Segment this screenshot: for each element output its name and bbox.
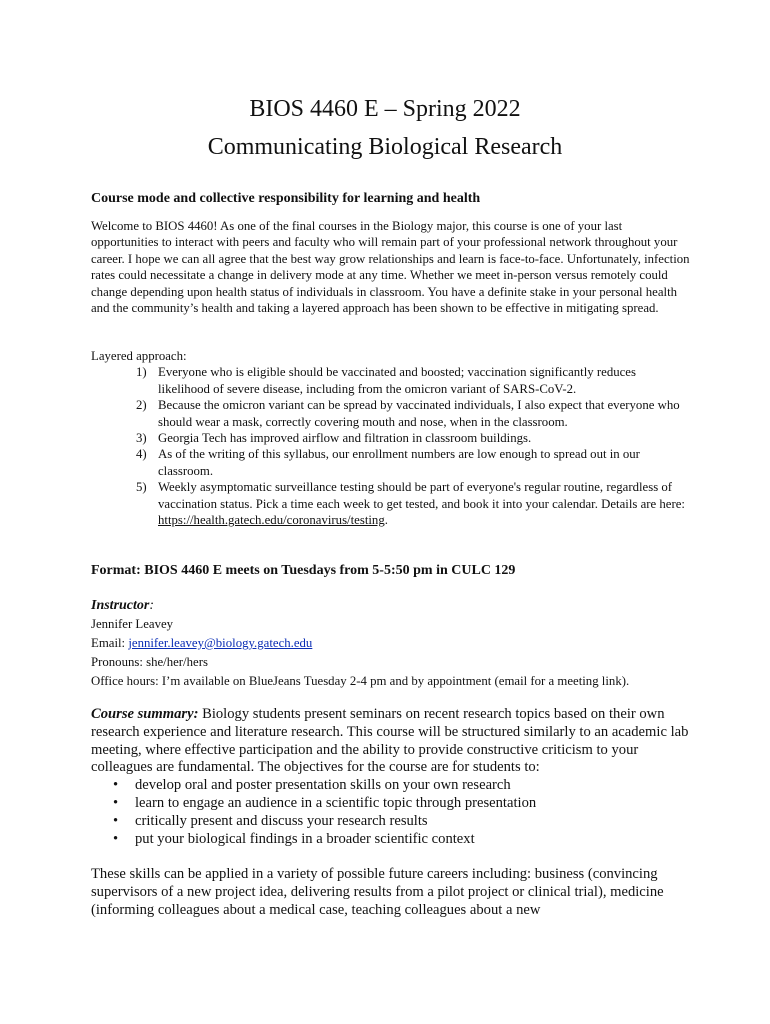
email-link[interactable]: jennifer.leavey@biology.gatech.edu bbox=[128, 636, 313, 650]
list-text: Georgia Tech has improved airflow and filtration in classroom buildings. bbox=[158, 431, 532, 446]
list-text: Everyone who is eligible should be vaccinated and boosted; vaccination significantly reduces likelihood of severe disease, including from the omicron variant of SARS-CoV-2. bbox=[158, 365, 636, 396]
list-number: 3) bbox=[136, 431, 147, 446]
format-label: Format bbox=[91, 563, 137, 578]
objectives-list bbox=[91, 777, 691, 848]
list-item bbox=[91, 446, 691, 479]
instructor-name: Jennifer Leavey bbox=[91, 617, 174, 631]
welcome-text: Welcome to BIOS 4460! As one of the final courses in the Biology major, this course is one of your last opportunities to interact with peers and faculty who will remain part of your professional network throughout your career. I hope we can all agree that the best way grow relationships and learn is face-to-face. Unfortunately, infection rates could necessitate a change in delivery mode at any time. Whether we meet in-person versus remotely could change depending upon health status of individuals in classroom. You have a definite stake in your personal health and the community’s health and taking a layered approach has been shown to be effective in mitigating spread. bbox=[91, 219, 690, 316]
bullet-icon: • bbox=[113, 794, 119, 811]
objective-text: critically present and discuss your research results bbox=[135, 812, 428, 829]
bullet-icon: • bbox=[113, 777, 119, 794]
instructor-label: Instructor bbox=[91, 598, 150, 613]
layered-label: Layered approach: bbox=[91, 349, 187, 363]
layered-approach bbox=[91, 348, 691, 528]
summary-paragraph bbox=[91, 706, 691, 777]
format-line bbox=[91, 562, 691, 580]
instructor-email-line bbox=[91, 634, 691, 653]
list-item bbox=[91, 364, 691, 397]
bullet-icon: • bbox=[113, 830, 119, 847]
careers-paragraph bbox=[91, 866, 691, 919]
email-label: Email: bbox=[91, 636, 129, 650]
instructor-section bbox=[91, 597, 691, 691]
summary-text: Biology students present seminars on recent research topics based on their own research experience and literature research. This course will be structured similarly to an academic lab meeting, where effective participation and the ability to provide constructive criticism to your colleagues are fundamental. The objectives for the course are for students to: bbox=[91, 706, 689, 776]
list-item bbox=[91, 831, 691, 849]
list-number: 2) bbox=[136, 398, 147, 413]
objective-text: develop oral and poster presentation skills on your own research bbox=[135, 777, 511, 794]
welcome-paragraph bbox=[91, 218, 691, 316]
list-number: 4) bbox=[136, 447, 147, 462]
pronouns: Pronouns: she/her/hers bbox=[91, 655, 208, 669]
list-item bbox=[91, 397, 691, 430]
bullet-icon: • bbox=[113, 812, 119, 829]
course-title: BIOS 4460 E – Spring 2022 bbox=[249, 96, 521, 122]
list-item bbox=[91, 813, 691, 831]
list-item bbox=[91, 777, 691, 795]
layered-list bbox=[91, 364, 691, 528]
course-summary bbox=[91, 706, 691, 848]
office-hours: Office hours: I’m available on BlueJeans Tuesday 2-4 pm and by appointment (email for a meeting link). bbox=[91, 674, 630, 688]
objective-text: put your biological findings in a broader scientific context bbox=[135, 830, 475, 847]
instructor-heading bbox=[91, 597, 691, 615]
summary-label: Course summary: bbox=[91, 706, 199, 722]
course-subtitle: Communicating Biological Research bbox=[207, 134, 563, 160]
list-number: 1) bbox=[136, 365, 147, 380]
list-item bbox=[91, 430, 691, 446]
list-text: Weekly asymptomatic surveillance testing should be part of everyone's regular routine, regardless of vaccination status. Pick a time each week to get tested, and book it into your calendar. Details are here: bbox=[158, 480, 685, 511]
testing-link[interactable]: https://health.gatech.edu/coronavirus/testing bbox=[158, 513, 385, 528]
section-heading-course-mode: Course mode and collective responsibility for learning and health bbox=[91, 191, 481, 206]
list-item bbox=[91, 479, 691, 528]
objective-text: learn to engage an audience in a scientific topic through presentation bbox=[135, 794, 537, 811]
format-text: : BIOS 4460 E meets on Tuesdays from 5-5:50 pm in CULC 129 bbox=[136, 563, 516, 578]
list-text: As of the writing of this syllabus, our enrollment numbers are low enough to spread out in our classroom. bbox=[158, 447, 640, 478]
list-text-end: . bbox=[384, 513, 388, 528]
list-text: Because the omicron variant can be spread by vaccinated individuals, I also expect that everyone who should wear a mask, correctly covering mouth and nose, when in the classroom. bbox=[158, 398, 680, 429]
instructor-colon: : bbox=[149, 598, 155, 613]
careers-text: These skills can be applied in a variety of possible future careers including: business (convincing supervisors of a new project idea, delivering results from a pilot project or clinical trial), medicine (informing colleagues about a medical case, teaching colleagues about a new bbox=[91, 866, 664, 918]
list-number: 5) bbox=[136, 480, 147, 495]
list-item bbox=[91, 795, 691, 813]
